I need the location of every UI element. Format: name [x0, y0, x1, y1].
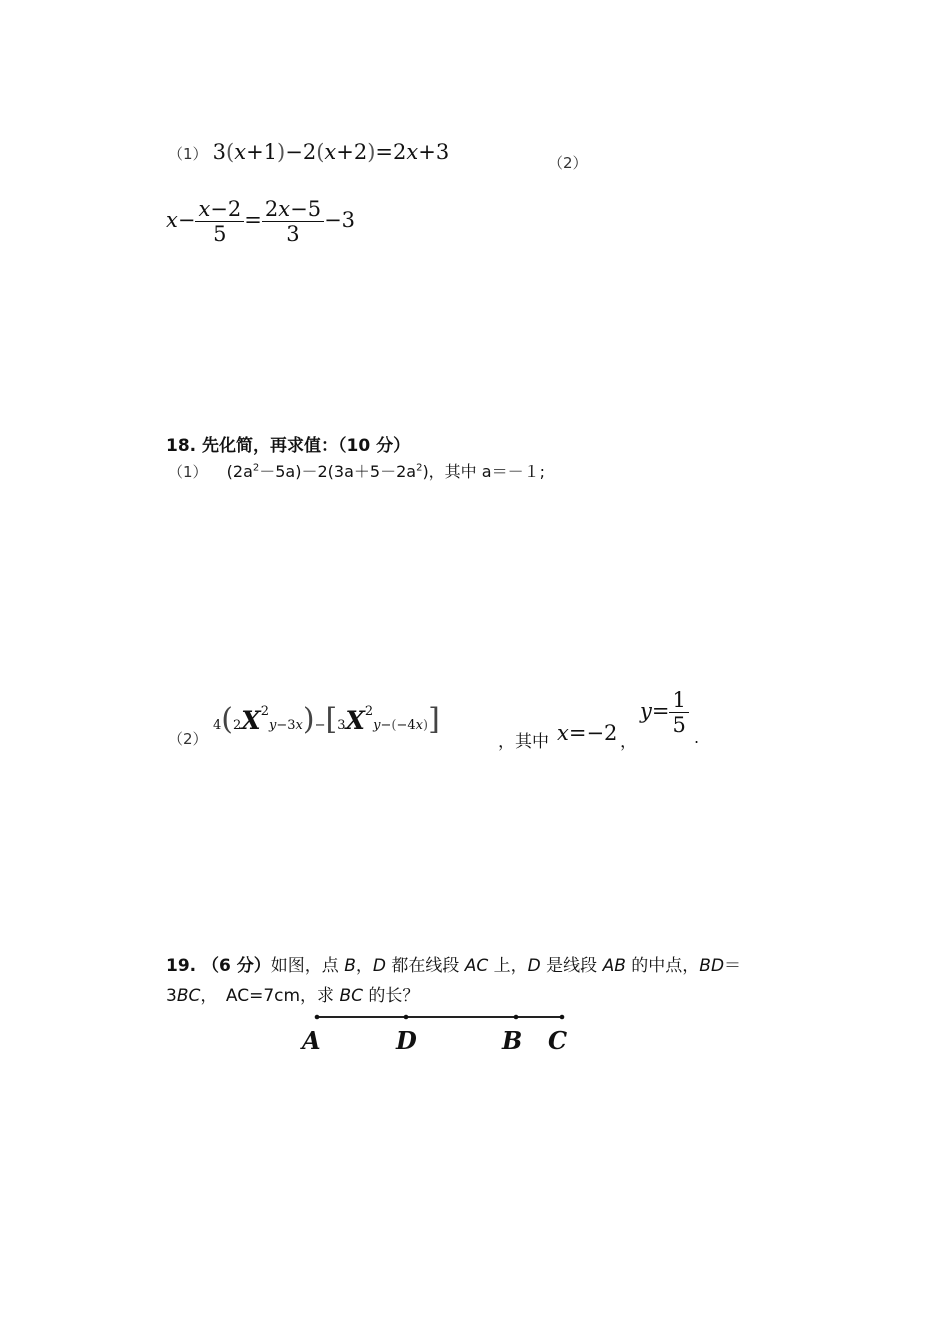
q17-part1-label: （1）	[168, 145, 208, 163]
fraction: $\frac{1}{5}$	[669, 688, 688, 737]
fraction: $\frac{2x-5}{3}$	[262, 197, 324, 246]
point-d	[404, 1015, 409, 1020]
fraction: $\frac{x-2}{5}$	[195, 197, 244, 246]
point-label-c: C	[548, 1026, 568, 1055]
q18-part2-label: （2）	[168, 730, 208, 748]
q19-line1	[166, 951, 741, 976]
q18-part2-x-value: x=−2	[557, 721, 618, 745]
q17-part1-equation: 3(x+1)−2(x+2)=2x+3	[212, 140, 450, 164]
q18-part2	[168, 700, 208, 748]
point-a	[315, 1015, 320, 1020]
q18-part2-y-value: y= $\frac{1}{5}$	[640, 688, 689, 737]
q18-part1-label: （1）	[168, 463, 208, 481]
point-label-d: D	[396, 1026, 417, 1055]
q19-text-line1: 如图，点 B，D 都在线段 AC 上，D 是线段 AB 的中点，BD＝	[270, 956, 742, 976]
q18-part2-expression: $4(2X^2y-3x)-[3X^2y-(-4x)]$	[213, 702, 440, 737]
q18-part2-separator: ，	[620, 732, 637, 752]
q18-part1-expression: $(2a^2-5a)-2(3a+5-2a^2)$，其中 a＝－１;	[226, 462, 545, 481]
q17-part2-equation: x− $\frac{x-2}{5}$ = $\frac{2x-5}{3}$ −3	[166, 197, 356, 246]
period: .	[694, 728, 700, 747]
point-label-a: A	[302, 1026, 321, 1055]
q17-part2-label: （2）	[548, 154, 588, 172]
point-label-b: B	[502, 1026, 523, 1055]
q18-heading: 18. 先化简，再求值：（10 分）	[166, 436, 411, 456]
point-c	[560, 1015, 565, 1020]
q19-heading: 19. （6 分）	[166, 956, 271, 976]
segment-figure	[295, 1008, 585, 1058]
q18-part1	[168, 459, 545, 482]
q18-part2-condition: ，其中	[498, 732, 549, 752]
point-b	[514, 1015, 519, 1020]
q19-text-line2: 3BC， AC=7cm，求 BC 的长？	[166, 986, 420, 1006]
q17-part1	[168, 140, 449, 164]
